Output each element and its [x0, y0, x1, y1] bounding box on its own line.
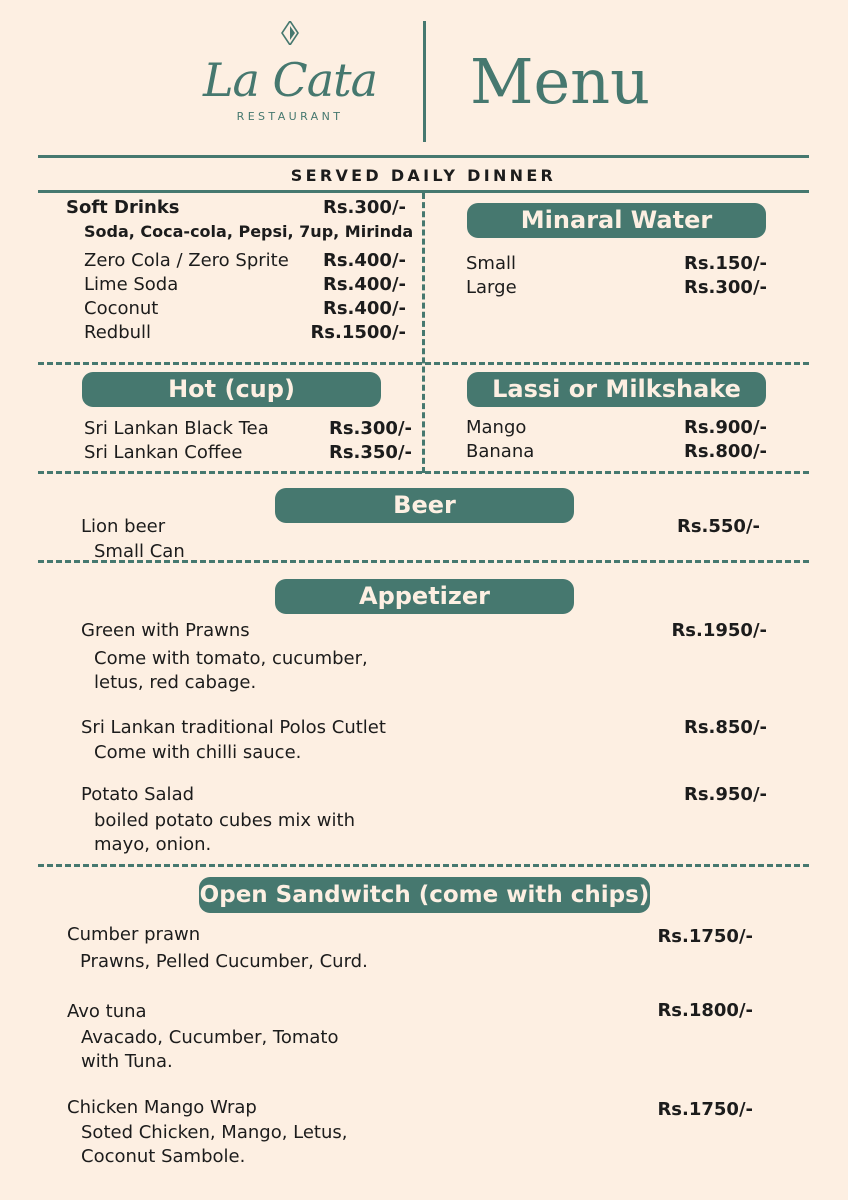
section-header-beer: Beer — [275, 488, 574, 523]
item-name: Sri Lankan Black Tea — [84, 418, 269, 439]
item-name: Lion beer — [81, 516, 166, 537]
item-name: Large — [466, 277, 517, 298]
item-name: Avo tuna — [67, 1001, 147, 1022]
item-price: Rs.950/- — [683, 784, 767, 805]
item-name: Mango — [466, 417, 527, 438]
item-price: Rs.850/- — [683, 717, 767, 738]
section-divider — [38, 864, 809, 867]
section-divider-vertical — [422, 193, 425, 473]
item-price: Rs.400/- — [322, 298, 406, 319]
item-price: Rs.900/- — [683, 417, 767, 438]
item-description: mayo, onion. — [94, 834, 212, 855]
item-price: Rs.550/- — [676, 516, 760, 537]
item-description: Avacado, Cucumber, Tomato — [81, 1027, 339, 1048]
item-name: Small — [466, 253, 516, 274]
item-name: Lime Soda — [84, 274, 179, 295]
section-header-appetizer: Appetizer — [275, 579, 574, 614]
item-price: Rs.350/- — [328, 442, 412, 463]
item-description: Coconut Sambole. — [81, 1146, 246, 1167]
item-description: with Tuna. — [81, 1051, 173, 1072]
item-description: letus, red cabage. — [94, 672, 257, 693]
item-description: Soted Chicken, Mango, Letus, — [81, 1122, 348, 1143]
item-price: Rs.150/- — [683, 253, 767, 274]
item-price: Rs.300/- — [322, 197, 406, 218]
item-name: Coconut — [84, 298, 159, 319]
item-name: Cumber prawn — [67, 924, 201, 945]
logo-diamond-icon — [281, 21, 299, 45]
header-rule-top — [38, 155, 809, 158]
item-description: Prawns, Pelled Cucumber, Curd. — [80, 951, 368, 972]
item-price: Rs.400/- — [322, 250, 406, 271]
item-description: Soda, Coca-cola, Pepsi, 7up, Mirinda — [84, 222, 414, 241]
item-description: Small Can — [94, 541, 185, 562]
item-name: Sri Lankan traditional Polos Cutlet — [81, 717, 386, 738]
item-price: Rs.300/- — [328, 418, 412, 439]
item-description: boiled potato cubes mix with — [94, 810, 355, 831]
item-name: Zero Cola / Zero Sprite — [84, 250, 289, 271]
section-header-mineral-water: Minaral Water — [467, 203, 766, 238]
item-name: Sri Lankan Coffee — [84, 442, 243, 463]
item-name: Soft Drinks — [66, 197, 180, 218]
item-name: Banana — [466, 441, 535, 462]
logo-subtitle: RESTAURANT — [236, 110, 344, 123]
item-price: Rs.1500/- — [310, 322, 406, 343]
item-description: Come with chilli sauce. — [94, 742, 302, 763]
section-header-hot: Hot (cup) — [82, 372, 381, 407]
item-price: Rs.800/- — [683, 441, 767, 462]
served-banner: SERVED DAILY DINNER — [290, 166, 557, 185]
item-description: Come with tomato, cucumber, — [94, 648, 368, 669]
section-divider — [38, 471, 809, 474]
section-divider — [38, 362, 809, 365]
item-name: Potato Salad — [81, 784, 195, 805]
item-price: Rs.300/- — [683, 277, 767, 298]
page-title: Menu — [470, 45, 651, 118]
item-price: Rs.1750/- — [657, 1099, 753, 1120]
logo-name: La Cata — [202, 53, 378, 107]
item-price: Rs.1750/- — [657, 926, 753, 947]
item-name: Chicken Mango Wrap — [67, 1097, 257, 1118]
section-header-lassi: Lassi or Milkshake — [467, 372, 766, 407]
section-header-sandwich: Open Sandwitch (come with chips) — [199, 877, 650, 913]
item-name: Green with Prawns — [81, 620, 250, 641]
header-divider — [423, 21, 426, 142]
item-price: Rs.1800/- — [657, 1000, 753, 1021]
item-price: Rs.1950/- — [671, 620, 767, 641]
item-name: Redbull — [84, 322, 152, 343]
item-price: Rs.400/- — [322, 274, 406, 295]
